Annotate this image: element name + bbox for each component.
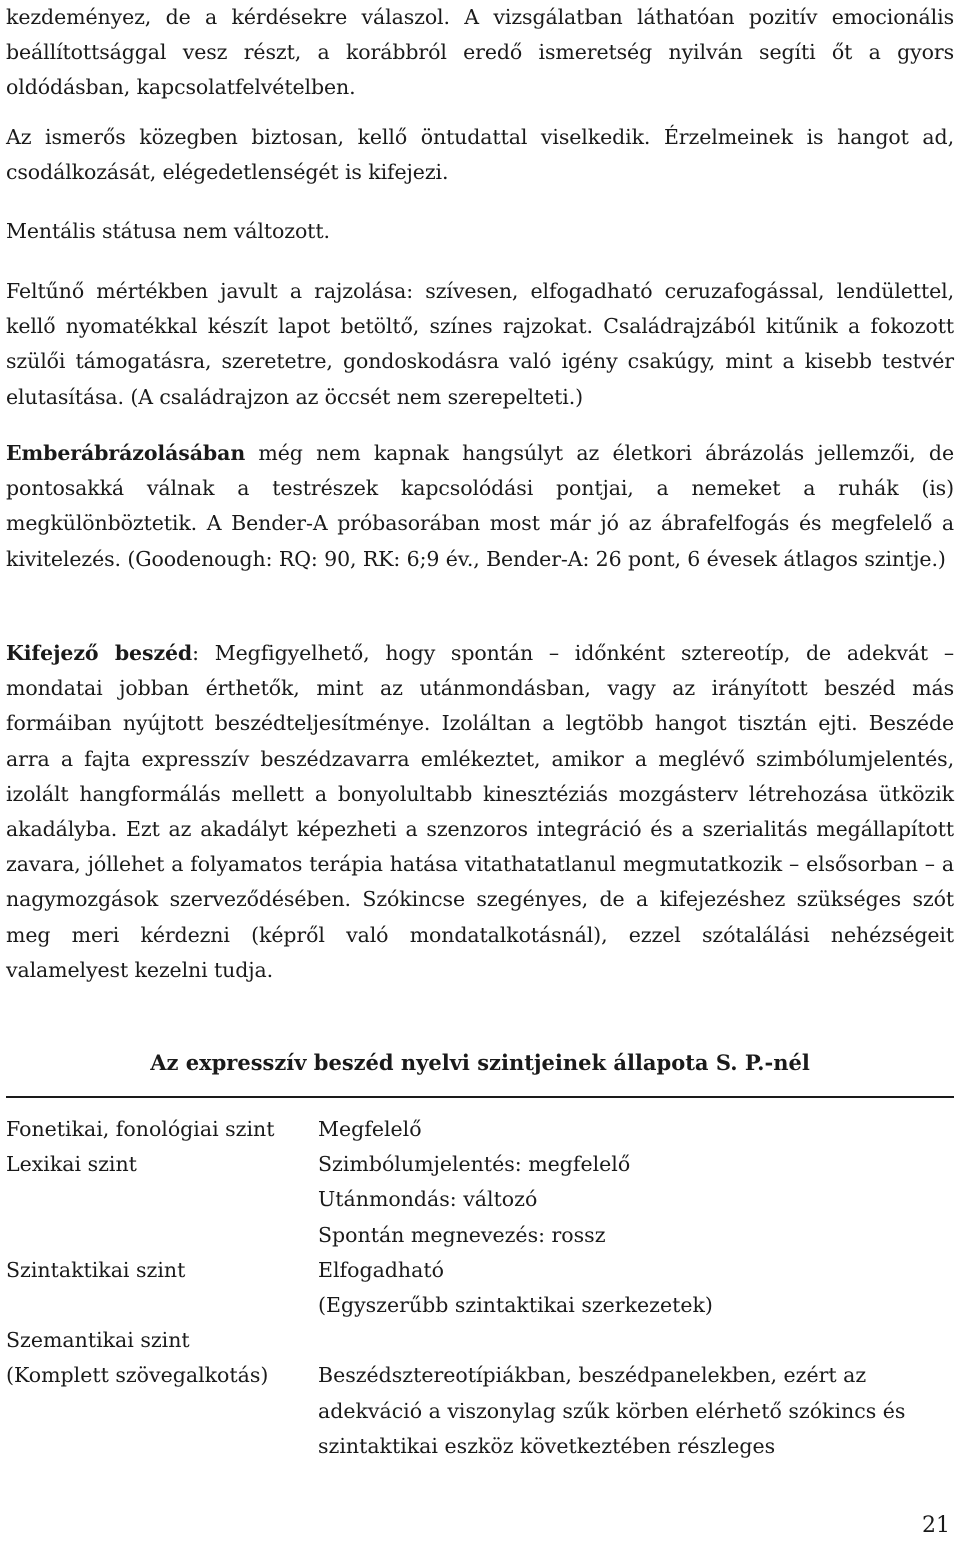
table-title: Az expresszív beszéd nyelvi szintjeinek állapota S. P.-nél (150, 1050, 810, 1075)
table-top-rule (6, 1096, 954, 1098)
level-value: Megfelelő (318, 1117, 422, 1141)
table-row (6, 1218, 954, 1253)
paragraph-text: : Megfigyelhető, hogy spontán – időnként sztereotíp, de adekvát – mondatai jobban érthetők, mint az utánmondásban, vagy az irányított beszéd más formáiban nyújtott beszédteljesítménye. Izoláltan a legtöbb hangot tisztán ejti. Beszéde arra a fajta expresszív beszédzavarra emlékeztet, amikor a meglévő szimbólumjelentés, izolált hangformálás mellett a bonyolultabb kinesztéziás mozgásterv létrehozása ütközik akadályba. Ezt az akadályt képezheti a szenzoros integráció és a szerialitás megállapított zavara, jóllehet a folyamatos terápia hatása vitathatatlanul megmutatkozik – elsősorban – a nagymozgások szerveződésében. Szókincse szegényes, de a kifejezéshez szükséges szót meg meri kérdezni (képről való mondatalkotásnál), ezzel szótalálási nehézségeit valamelyest kezelni tudja. (6, 641, 954, 982)
table-row (6, 1429, 954, 1464)
level-label: Fonetikai, fonológiai szint (6, 1117, 275, 1141)
level-label (6, 1218, 318, 1253)
paragraph-text: még nem kapnak hangsúlyt az életkori ábrázolás jellemzői, de pontosakká válnak a testrészek kapcsolódási pontjai, a nemeket a ruhák (is) megkülönböztetik. A Bender-A próbasorában most már jó az ábrafelfogás és megfelelő a kivitelezés. (Goodenough: RQ: 90, RK: 6;9 év., Bender-A: 26 pont, 6 évesek átlagos szintje.) (6, 441, 954, 571)
level-value: szintaktikai eszköz következtében részleges (318, 1433, 776, 1458)
level-value: Utánmondás: változó (318, 1187, 538, 1212)
level-label: (Komplett szövegalkotás) (6, 1363, 269, 1388)
level-value: Szimbólumjelentés: megfelelő (318, 1152, 631, 1177)
paragraph-lead-term: Emberábrázolásában (6, 441, 246, 465)
paragraph-mental-status (6, 214, 954, 249)
paragraph-emotional-attitude (6, 0, 954, 106)
speech-levels-table (6, 1112, 954, 1464)
table-row (6, 1147, 954, 1182)
paragraph-text: Mentális státusa nem változott. (6, 219, 330, 243)
table-row (6, 1253, 954, 1288)
table-row (6, 1112, 954, 1147)
level-label (6, 1394, 318, 1429)
level-label: Lexikai szint (6, 1152, 137, 1177)
paragraph-text: kezdeményez, de a kérdésekre válaszol. A vizsgálatban láthatóan pozitív emocionális beállítottsággal vesz részt, a korábbról eredő ismeretség nyilván segíti őt a gyors oldódásban, kapcsolatfelvételben. (6, 5, 954, 100)
table-row (6, 1182, 954, 1217)
table-row (6, 1288, 954, 1323)
table-row (6, 1358, 954, 1393)
level-label: Szemantikai szint (6, 1328, 190, 1353)
level-label (6, 1429, 318, 1464)
level-value: adekváció a viszonylag szűk körben elérhető szókincs és (318, 1398, 906, 1423)
level-value: Elfogadható (318, 1257, 444, 1282)
level-label (6, 1288, 318, 1323)
paragraph-text: Feltűnő mértékben javult a rajzolása: szívesen, elfogadható ceruzafogással, lendülettel, kellő nyomatékkal készít lapot betöltő, színes rajzokat. Családrajzából kitűnik a fokozott szülői támogatásra, szeretetre, gondoskodásra való igény csakúgy, mint a kisebb testvér elutasítása. (A családrajzon az öccsét nem szerepelteti.) (6, 279, 954, 409)
level-value (318, 1323, 954, 1358)
table-row (6, 1323, 954, 1358)
level-value: Spontán megnevezés: rossz (318, 1222, 606, 1247)
level-label (6, 1182, 318, 1217)
level-value: (Egyszerűbb szintaktikai szerkezetek) (318, 1293, 713, 1318)
paragraph-lead-term: Kifejező beszéd (6, 641, 193, 665)
level-value: Beszédsztereotípiákban, beszédpanelekben, ezért az (318, 1363, 867, 1388)
paragraph-drawing (6, 274, 954, 415)
level-label: Szintaktikai szint (6, 1257, 186, 1282)
paragraph-human-figure-drawing (6, 436, 954, 577)
table-row (6, 1394, 954, 1429)
paragraph-text: Az ismerős közegben biztosan, kellő öntudattal viselkedik. Érzelmeinek is hangot ad, csodálkozását, elégedetlenségét is kifejezi. (6, 125, 954, 185)
page-number: 21 (922, 1513, 950, 1538)
paragraph-behaviour (6, 120, 954, 190)
paragraph-expressive-speech (6, 636, 954, 988)
